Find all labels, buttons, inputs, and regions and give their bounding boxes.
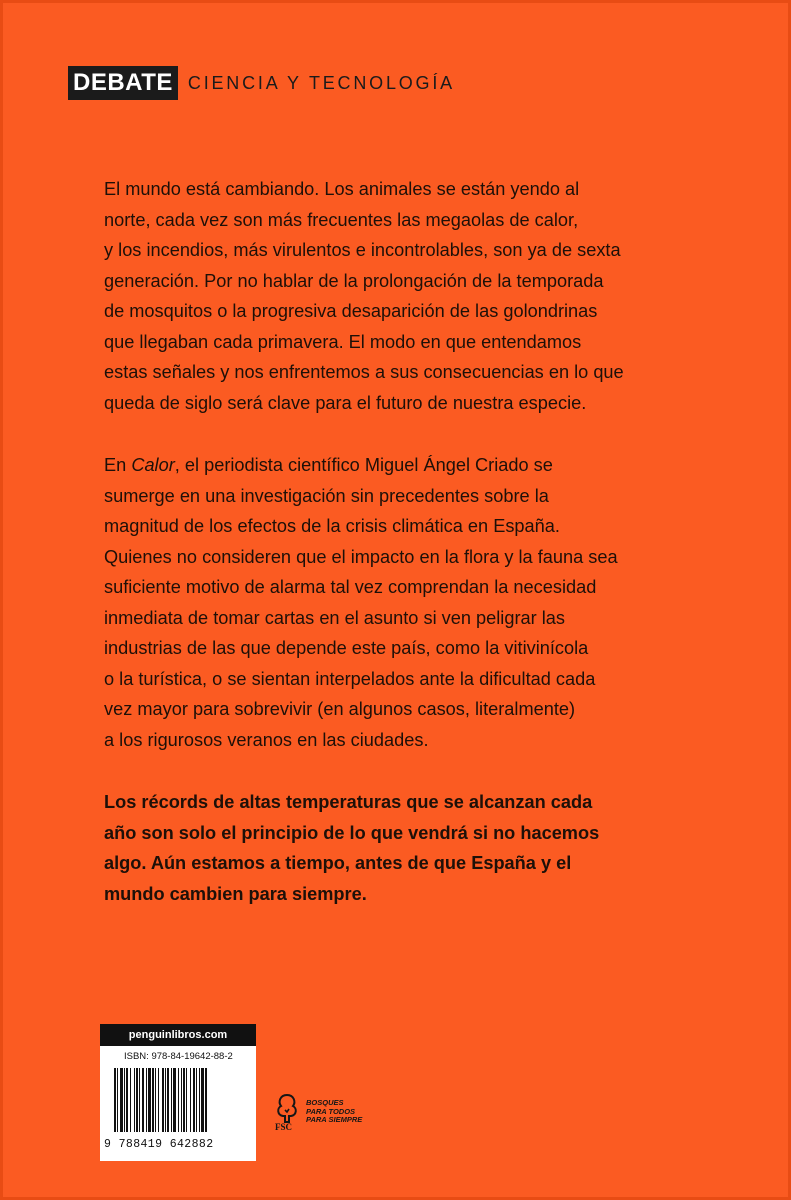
publisher-logo: DEBATE — [68, 66, 178, 100]
text-rest: , el periodista científico Miguel Ángel Criado se — [174, 455, 553, 475]
text-line: suficiente motivo de alarma tal vez comprendan la necesidad — [104, 577, 597, 597]
fsc-slogan-line: PARA SIEMPRE — [306, 1115, 363, 1125]
fsc-slogan-line: BOSQUES — [306, 1098, 344, 1108]
text-line: norte, cada vez son más frecuentes las megaolas de calor, — [104, 209, 579, 230]
book-title: Calor — [131, 455, 175, 475]
text-prefix: En — [104, 455, 132, 475]
text-line: magnitud de los efectos de la crisis climática en España. — [104, 516, 560, 536]
collection-name: CIENCIA Y TECNOLOGÍA — [187, 72, 455, 93]
text-line: industrias de las que depende este país, como la vitivinícola — [104, 638, 589, 658]
isbn-label: ISBN: 978-84-19642-88-2 — [124, 1051, 233, 1062]
blurb-paragraph-1 — [104, 174, 664, 418]
text-line: Los récords de altas temperaturas que se alcanzan cada — [104, 792, 593, 812]
text-line: generación. Por no hablar de la prolongación de la temporada — [104, 270, 604, 291]
text-line: y los incendios, más virulentos e incontrolables, son ya de sexta — [104, 240, 621, 260]
text-line — [104, 450, 664, 481]
text-line: vez mayor para sobrevivir (en algunos casos, literalmente) — [104, 699, 576, 719]
text-line: estas señales y nos enfrentemos a sus consecuencias en lo que — [104, 362, 624, 382]
text-line: a los rigurosos veranos en las ciudades. — [104, 729, 429, 750]
text-line: mundo cambien para siempre. — [104, 883, 367, 904]
text-line: Quienes no consideren que el impacto en la flora y la fauna sea — [104, 546, 618, 567]
fsc-logo — [272, 1092, 362, 1132]
text-line: sumerge en una investigación sin precedentes sobre la — [104, 485, 549, 506]
text-line: El mundo está cambiando. Los animales se están yendo al — [104, 179, 580, 199]
text-line: o la turística, o se sientan interpelados ante la dificultad cada — [104, 668, 596, 689]
fsc-label: FSC — [275, 1122, 293, 1132]
text-line: de mosquitos o la progresiva desaparición de las golondrinas — [104, 301, 598, 321]
text-line: queda de siglo será clave para el futuro de nuestra especie. — [104, 392, 587, 413]
text-line: año son solo el principio de lo que vendrá si no hacemos — [104, 822, 600, 843]
barcode-number: 9 788419 642882 — [104, 1138, 214, 1151]
fsc-slogan — [306, 1099, 362, 1125]
text-line: algo. Aún estamos a tiempo, antes de que España y el — [104, 853, 572, 873]
collection-header — [68, 66, 455, 100]
blurb-paragraph-3 — [104, 787, 664, 909]
blurb — [104, 174, 664, 941]
fsc-slogan-line: PARA TODOS — [306, 1106, 356, 1116]
barcode-panel — [100, 1024, 256, 1161]
text-line: inmediata de tomar cartas en el asunto si ven peligrar las — [104, 607, 565, 628]
barcode-image — [114, 1068, 244, 1138]
publisher-url: penguinlibros.com — [100, 1024, 256, 1046]
text-line: que llegaban cada primavera. El modo en que entendamos — [104, 331, 582, 352]
blurb-paragraph-2 — [104, 450, 664, 755]
